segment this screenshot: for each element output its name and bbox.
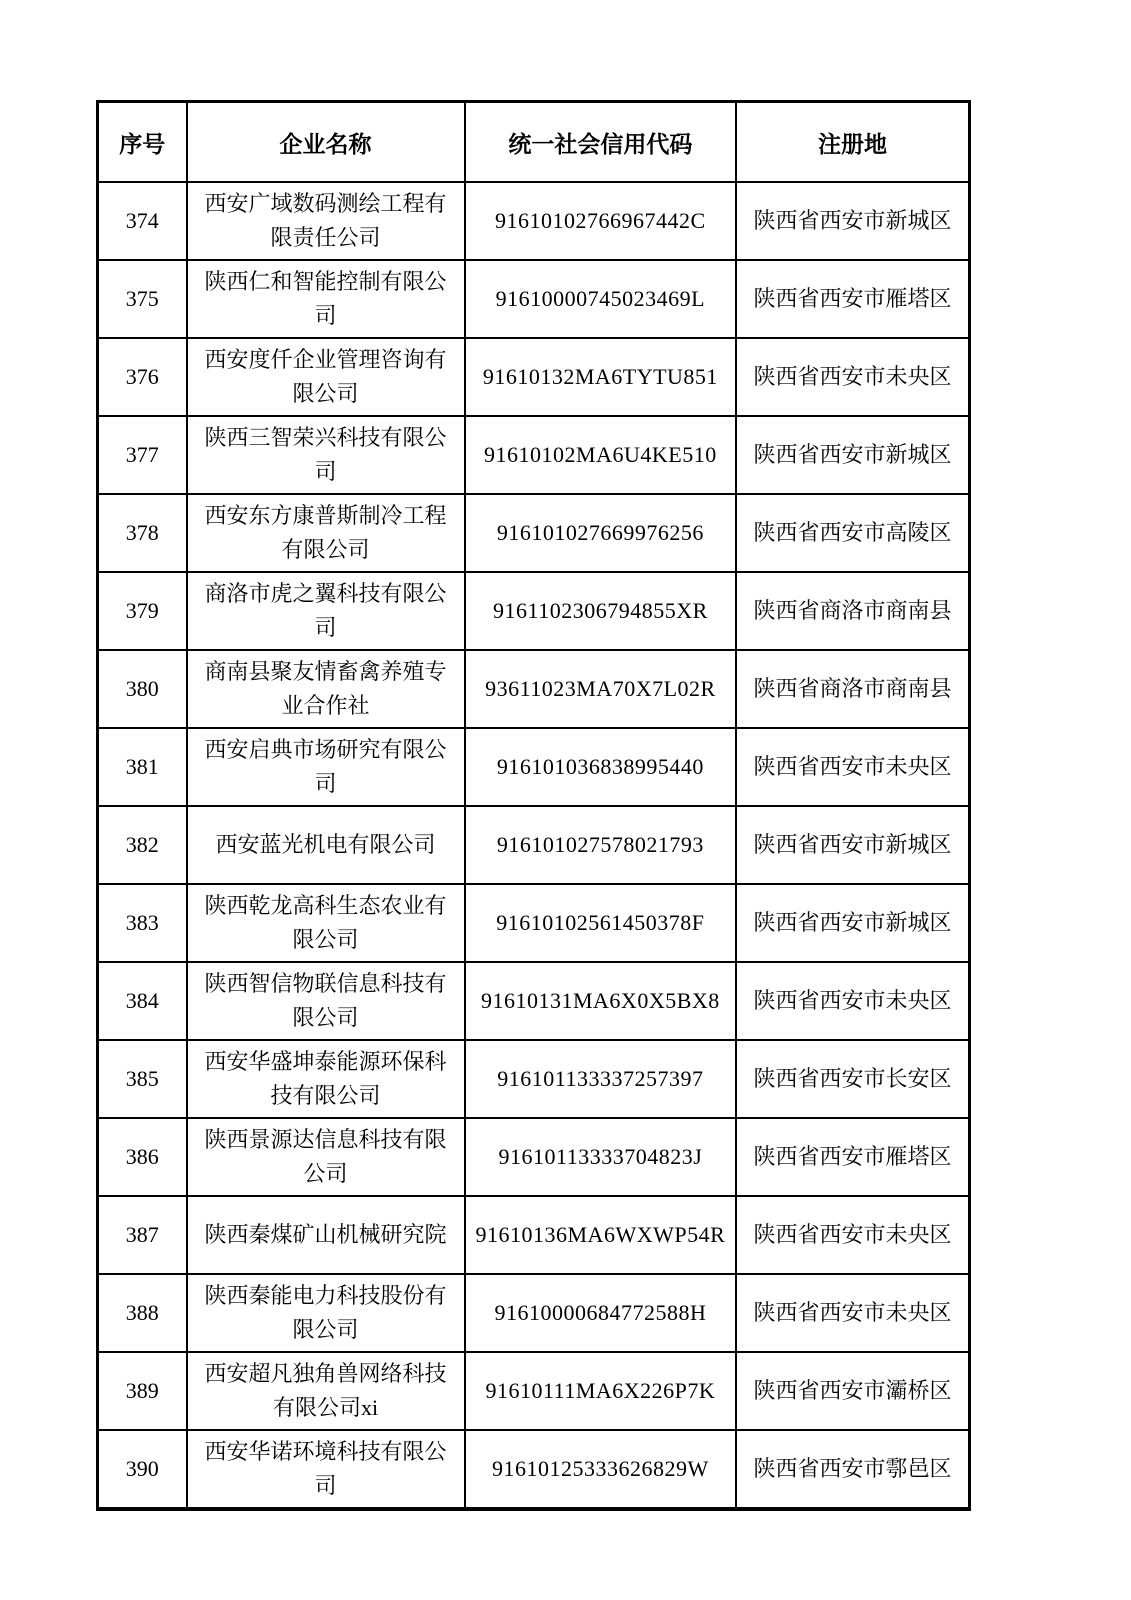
cell-company-name: 西安启典市场研究有限公司	[187, 728, 465, 806]
cell-company-name: 陕西秦煤矿山机械研究院	[187, 1196, 465, 1274]
cell-registration-place: 陕西省商洛市商南县	[736, 650, 969, 728]
table-row	[98, 1274, 970, 1352]
cell-company-name: 西安华盛坤泰能源环保科技有限公司	[187, 1040, 465, 1118]
table-row	[98, 260, 970, 338]
cell-registration-place: 陕西省西安市雁塔区	[736, 260, 969, 338]
cell-company-name: 商南县聚友情畜禽养殖专业合作社	[187, 650, 465, 728]
cell-serial-number: 384	[98, 962, 187, 1040]
cell-serial-number: 378	[98, 494, 187, 572]
header-serial-number: 序号	[98, 102, 187, 183]
table-row	[98, 1196, 970, 1274]
cell-credit-code: 91610132MA6TYTU851	[465, 338, 737, 416]
cell-registration-place: 陕西省西安市雁塔区	[736, 1118, 969, 1196]
cell-credit-code: 93611023MA70X7L02R	[465, 650, 737, 728]
cell-registration-place: 陕西省西安市未央区	[736, 728, 969, 806]
cell-company-name: 陕西智信物联信息科技有限公司	[187, 962, 465, 1040]
table-row	[98, 182, 970, 260]
header-registration-place: 注册地	[736, 102, 969, 183]
cell-credit-code: 91610113333704823J	[465, 1118, 737, 1196]
cell-credit-code: 916101027669976256	[465, 494, 737, 572]
cell-serial-number: 376	[98, 338, 187, 416]
table-row	[98, 962, 970, 1040]
cell-registration-place: 陕西省西安市未央区	[736, 338, 969, 416]
cell-credit-code: 91610000684772588H	[465, 1274, 737, 1352]
cell-serial-number: 374	[98, 182, 187, 260]
cell-credit-code: 91610136MA6WXWP54R	[465, 1196, 737, 1274]
cell-credit-code: 916101036838995440	[465, 728, 737, 806]
cell-serial-number: 380	[98, 650, 187, 728]
cell-serial-number: 375	[98, 260, 187, 338]
cell-serial-number: 385	[98, 1040, 187, 1118]
cell-company-name: 商洛市虎之翼科技有限公司	[187, 572, 465, 650]
cell-registration-place: 陕西省西安市新城区	[736, 806, 969, 884]
header-credit-code: 统一社会信用代码	[465, 102, 737, 183]
table-row	[98, 1352, 970, 1430]
cell-registration-place: 陕西省商洛市商南县	[736, 572, 969, 650]
cell-credit-code: 91610125333626829W	[465, 1430, 737, 1509]
cell-credit-code: 916101133337257397	[465, 1040, 737, 1118]
cell-credit-code: 91610102561450378F	[465, 884, 737, 962]
table-row	[98, 416, 970, 494]
cell-company-name: 西安度仟企业管理咨询有限公司	[187, 338, 465, 416]
header-row	[98, 102, 970, 183]
cell-serial-number: 386	[98, 1118, 187, 1196]
cell-credit-code: 91610102766967442C	[465, 182, 737, 260]
cell-company-name: 陕西三智荣兴科技有限公司	[187, 416, 465, 494]
table-row	[98, 494, 970, 572]
cell-credit-code: 91610102MA6U4KE510	[465, 416, 737, 494]
cell-company-name: 西安东方康普斯制冷工程有限公司	[187, 494, 465, 572]
table-row	[98, 1118, 970, 1196]
table-row	[98, 1040, 970, 1118]
table-row	[98, 728, 970, 806]
table-row	[98, 806, 970, 884]
cell-registration-place: 陕西省西安市灞桥区	[736, 1352, 969, 1430]
cell-serial-number: 381	[98, 728, 187, 806]
cell-registration-place: 陕西省西安市新城区	[736, 884, 969, 962]
header-company-name: 企业名称	[187, 102, 465, 183]
cell-company-name: 陕西仁和智能控制有限公司	[187, 260, 465, 338]
cell-serial-number: 387	[98, 1196, 187, 1274]
cell-credit-code: 916101027578021793	[465, 806, 737, 884]
cell-company-name: 陕西景源达信息科技有限公司	[187, 1118, 465, 1196]
cell-serial-number: 383	[98, 884, 187, 962]
cell-registration-place: 陕西省西安市未央区	[736, 1196, 969, 1274]
cell-serial-number: 382	[98, 806, 187, 884]
cell-registration-place: 陕西省西安市鄠邑区	[736, 1430, 969, 1509]
cell-company-name: 西安广域数码测绘工程有限责任公司	[187, 182, 465, 260]
cell-serial-number: 377	[98, 416, 187, 494]
cell-serial-number: 389	[98, 1352, 187, 1430]
cell-registration-place: 陕西省西安市未央区	[736, 1274, 969, 1352]
cell-credit-code: 9161102306794855XR	[465, 572, 737, 650]
cell-company-name: 西安超凡独角兽网络科技有限公司xi	[187, 1352, 465, 1430]
cell-credit-code: 91610111MA6X226P7K	[465, 1352, 737, 1430]
cell-credit-code: 91610000745023469L	[465, 260, 737, 338]
table-row	[98, 338, 970, 416]
cell-serial-number: 390	[98, 1430, 187, 1509]
company-table	[96, 100, 971, 1511]
cell-company-name: 陕西秦能电力科技股份有限公司	[187, 1274, 465, 1352]
table-row	[98, 650, 970, 728]
cell-registration-place: 陕西省西安市新城区	[736, 182, 969, 260]
cell-serial-number: 388	[98, 1274, 187, 1352]
cell-registration-place: 陕西省西安市高陵区	[736, 494, 969, 572]
table-row	[98, 884, 970, 962]
cell-registration-place: 陕西省西安市长安区	[736, 1040, 969, 1118]
cell-registration-place: 陕西省西安市未央区	[736, 962, 969, 1040]
cell-credit-code: 91610131MA6X0X5BX8	[465, 962, 737, 1040]
table-row	[98, 572, 970, 650]
cell-company-name: 西安蓝光机电有限公司	[187, 806, 465, 884]
table-row	[98, 1430, 970, 1509]
cell-company-name: 西安华诺环境科技有限公司	[187, 1430, 465, 1509]
cell-serial-number: 379	[98, 572, 187, 650]
cell-registration-place: 陕西省西安市新城区	[736, 416, 969, 494]
cell-company-name: 陕西乾龙高科生态农业有限公司	[187, 884, 465, 962]
